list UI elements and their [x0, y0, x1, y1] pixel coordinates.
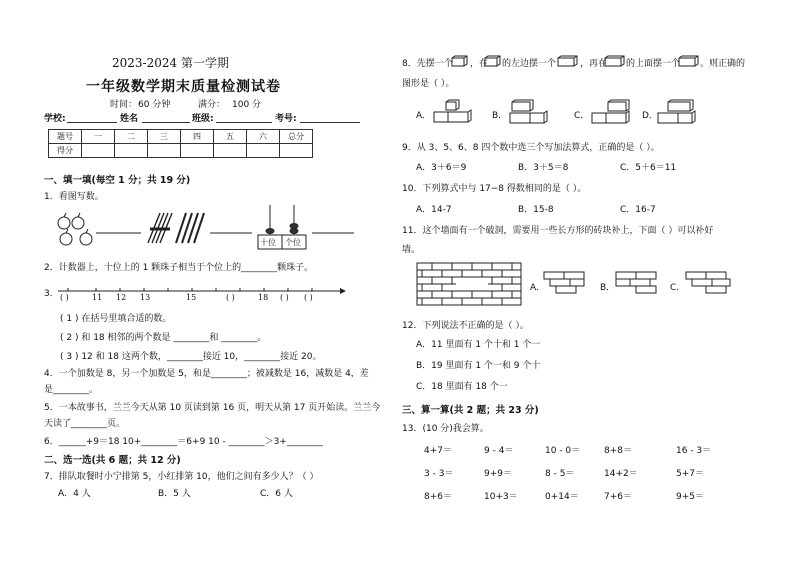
numberline-label: ( ) — [304, 293, 313, 302]
q12-option-c[interactable]: C．18 里面有 18 个一 — [416, 382, 508, 392]
q11-text-a: 11．这个墙面有一个破洞，需要用一些长方形的砖块补上，下面（ ）可以补好 — [402, 226, 714, 236]
score-table — [48, 129, 313, 158]
table-cell: 六 — [247, 130, 280, 144]
q9-option-c[interactable]: C．5＋6＝11 — [620, 163, 677, 173]
calc-item: 0+14＝ — [545, 492, 579, 502]
calc-item: 3 - 3＝ — [424, 469, 454, 479]
q11-text-b: 墙。 — [402, 245, 421, 255]
calc-item: 16 - 3＝ — [676, 446, 712, 456]
stick-bundle-icon — [148, 213, 172, 243]
q3-3-text: ( 3 ) 12 和 18 这两个数，________接近 10，________接近 20。 — [60, 352, 322, 362]
q9-option-a[interactable]: A．3＋6＝9 — [416, 163, 467, 173]
table-row — [49, 144, 313, 158]
q8-option-a[interactable]: A． — [416, 111, 432, 121]
q8-option-a-figure — [432, 100, 476, 128]
q8-text-3: 的左边摆一个 — [502, 59, 557, 69]
numberline-label: 12 — [116, 293, 127, 302]
score-value: 100 分 — [232, 100, 262, 110]
brick-wall-figure — [416, 262, 522, 306]
q3-1-text: ( 1 ) 在括号里填合适的数。 — [60, 314, 172, 324]
section-3-title: 三、算一算(共 2 题；共 23 分) — [402, 405, 539, 416]
q10-option-c[interactable]: C．16-7 — [620, 205, 656, 215]
q11-option-c[interactable]: C． — [670, 283, 686, 293]
q10-option-b[interactable]: B．15-8 — [518, 205, 554, 215]
calc-item: 9+9＝ — [484, 469, 512, 479]
q12-option-b[interactable]: B．19 里面有 1 个一和 9 个十 — [416, 361, 541, 371]
score-cell[interactable] — [214, 144, 247, 158]
q2-text: 2．计数器上，十位上的 1 颗珠子相当于个位上的________颗珠子。 — [44, 263, 314, 273]
abacus-ones-label: 个位 — [285, 238, 301, 247]
section-2-title: 二、选一选(共 6 题；共 12 分) — [44, 455, 181, 466]
field-name: 姓名 — [120, 114, 139, 124]
time-value: 60 分钟 — [138, 100, 171, 110]
q8-option-b-figure — [508, 100, 558, 128]
q8-text-5: 的上面摆一个 — [626, 59, 681, 69]
table-cell: 三 — [148, 130, 181, 144]
calc-item: 9 - 4＝ — [484, 446, 514, 456]
numberline-label: ( ) — [226, 293, 235, 302]
abacus-tens-label: 十位 — [260, 238, 276, 247]
score-cell[interactable] — [247, 144, 280, 158]
calc-item: 10 - 0＝ — [545, 446, 581, 456]
numberline-label: 18 — [258, 293, 269, 302]
table-cell: 一 — [82, 130, 115, 144]
numberline-label: 15 — [186, 293, 197, 302]
q13-text: 13．(10 分)我会算。 — [402, 424, 489, 434]
calc-item: 4+7＝ — [424, 446, 452, 456]
q1-text: 1．看图写数。 — [44, 192, 104, 202]
table-cell: 总分 — [280, 130, 313, 144]
q4-text-b: 是________。 — [44, 385, 99, 395]
table-cell: 四 — [181, 130, 214, 144]
calc-item: 5+7＝ — [676, 469, 704, 479]
cuboid-icon — [557, 56, 579, 68]
calc-item: 8+6＝ — [424, 492, 452, 502]
exam-title: 一年级数学期末质量检测试卷 — [86, 79, 281, 95]
q12-option-a[interactable]: A．11 里面有 1 个十和 1 个一 — [416, 340, 541, 350]
time-label: 时间： — [110, 100, 138, 110]
q5-text-a: 5．一本故事书，兰兰今天从第 10 页读到第 16 页，明天从第 17 页开始读。兰兰今 — [44, 403, 381, 413]
table-cell: 题号 — [49, 130, 82, 144]
q10-text: 10．下列算式中与 17−8 得数相同的是（ ）。 — [402, 184, 587, 194]
score-label: 满分： — [198, 100, 226, 110]
q4-text-a: 4．一个加数是 8，另一个加数是 5，和是________；被减数是 16，减数是 4，差 — [44, 369, 369, 379]
table-row — [49, 130, 313, 144]
calc-item: 7+6＝ — [604, 492, 632, 502]
q7-text: 7．排队取餐时小宁排第 5，小红排第 10，他们之间有多少人？（ ） — [44, 472, 319, 482]
table-cell: 五 — [214, 130, 247, 144]
table-cell: 二 — [115, 130, 148, 144]
numberline-label: 11 — [92, 293, 103, 302]
cube-icon — [484, 56, 502, 68]
field-number: 考号: — [275, 114, 297, 124]
apples-icon — [58, 213, 92, 245]
cuboid-icon — [604, 56, 626, 68]
score-cell[interactable] — [115, 144, 148, 158]
calc-item: 9+5＝ — [676, 492, 704, 502]
q9-text: 9．从 3、5、6、8 四个数中选三个写加法算式，正确的是（ ）。 — [402, 143, 660, 153]
q7-option-c[interactable]: C．6 人 — [260, 489, 293, 499]
sticks-icon — [176, 213, 204, 243]
numberline-label: ( ) — [60, 293, 69, 302]
score-cell[interactable] — [280, 144, 313, 158]
score-cell[interactable] — [148, 144, 181, 158]
q3-2-text: ( 2 ) 和 18 相邻的两个数是 ________和 ________。 — [60, 333, 267, 343]
q7-option-b[interactable]: B．5 人 — [158, 489, 191, 499]
q8-option-b[interactable]: B． — [492, 111, 508, 121]
calc-item: 14+2＝ — [604, 469, 638, 479]
q11-option-a-figure — [542, 270, 592, 298]
numberline-label: ( ) — [280, 293, 289, 302]
field-class: 班级: — [192, 114, 214, 124]
q12-text: 12．下列说法不正确的是（ ）。 — [402, 321, 529, 331]
q8-text-2: ，在 — [470, 59, 489, 69]
calc-item: 8 - 5＝ — [545, 469, 575, 479]
q8-text-6: 。则正确的 — [700, 59, 746, 69]
q9-option-b[interactable]: B．3＋5＝8 — [518, 163, 569, 173]
q11-option-c-figure — [684, 270, 734, 298]
q6-text: 6．______+9＝18 10+________＝6+9 10 - ________＞3+________ — [44, 437, 323, 447]
exam-term: 2023-2024 第一学期 — [112, 56, 229, 70]
numberline-label: 13 — [140, 293, 151, 302]
q10-option-a[interactable]: A．14-7 — [416, 205, 452, 215]
q3-number: 3． — [44, 289, 59, 299]
q8-text-b: 图形是（ ）。 — [402, 79, 455, 89]
calc-item: 8+8＝ — [604, 446, 632, 456]
q8-option-d-figure — [656, 100, 706, 128]
calc-item: 10+3＝ — [484, 492, 518, 502]
q8-text-4: ，再在 — [580, 59, 608, 69]
cuboid-icon — [678, 56, 700, 68]
q8-option-c[interactable]: C． — [574, 111, 590, 121]
q11-option-b[interactable]: B． — [600, 283, 616, 293]
field-school: 学校: — [44, 114, 66, 124]
score-cell[interactable] — [181, 144, 214, 158]
q8-option-d[interactable]: D． — [642, 111, 658, 121]
q11-option-b-figure — [614, 270, 664, 298]
q11-option-a[interactable]: A． — [530, 283, 546, 293]
table-cell: 得分 — [49, 144, 82, 158]
q1-pictures — [56, 205, 386, 255]
cube-icon — [451, 56, 469, 68]
q7-option-a[interactable]: A．4 人 — [58, 489, 91, 499]
q8-option-c-figure — [590, 100, 640, 128]
q5-text-b: 天读了________页。 — [44, 419, 126, 429]
score-cell[interactable] — [82, 144, 115, 158]
q8-text-1: 8．先摆一个 — [402, 59, 453, 69]
section-1-title: 一、填一填(每空 1 分；共 19 分) — [44, 175, 191, 186]
